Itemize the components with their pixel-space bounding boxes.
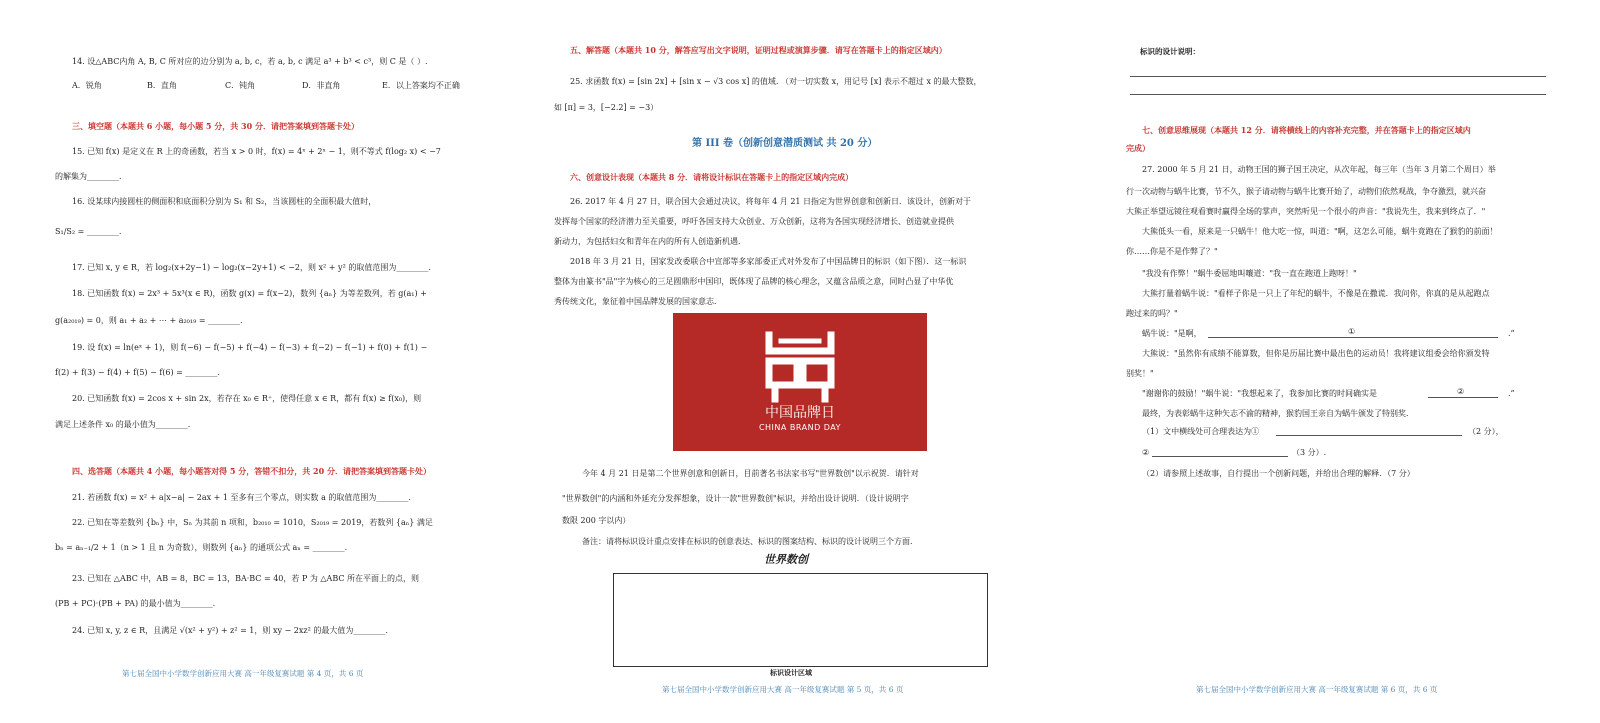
q14-option-d: D．非直角 (302, 81, 341, 90)
q26-note: 备注：请将标识设计重点安排在标识的创意表达、标识的图案结构、标识的设计说明三个方面． (582, 537, 918, 546)
logo-title: 中国品牌日 (765, 405, 835, 421)
blank-2-end: .” (1508, 389, 1515, 398)
blank-2-marker: ② (1457, 387, 1465, 396)
q27-line-7: 大熊打量着蜗牛说："看样子你是一只上了年纪的蜗牛，不像是在撒谎．我问你，你真的是从起跑点 (1142, 289, 1490, 298)
question-20: 20. 已知函数 f(x) = 2cos x + sin 2x，若存在 x₀ ∈ R⁺，使得任意 x ∈ R，都有 f(x) ≥ f(x₀)，则 (72, 394, 422, 403)
design-note-line-1[interactable] (1130, 76, 1546, 77)
q26-para1-line3: 新动力，为包括妇女和青年在内的所有人创造新机遇． (554, 237, 746, 246)
q26-para3-line2: "世界数创"的内涵和外延充分发挥想象，设计一款"世界数创"标识，并给出设计说明．（设计说明字 (562, 494, 909, 503)
exam-page-4 (0, 0, 533, 723)
answer-2-line[interactable] (1152, 456, 1288, 457)
q26-para1-line2: 发挥每个国家的经济潜力至关重要，呼吁各国支持大众创业、万众创新，这将为各国实现经济增长、创造就业提供 (554, 217, 954, 226)
question-20-cont: 满足上述条件 x₀ 的最小值为________. (55, 420, 191, 429)
section-3-header: 三、填空题（本题共 6 小题，每小题 5 分，共 30 分．请把答案填到答题卡处） (72, 121, 359, 131)
q27-line-2: 行一次动物与蜗牛比赛，节不久，猴子请动物与蜗牛比赛开始了，动物们依然观战，争夺激烈，就兴奋 (1126, 187, 1486, 196)
q27-line-4: 大熊低头一看，原来是一只蜗牛！他大吃一惊，叫道："啊，这怎么可能，蜗牛竟跑在了猴豹的前面！ (1142, 227, 1498, 236)
question-18-cont: g(a₂₀₁₉) = 0，则 a₁ + a₂ + ⋯ + a₂₀₁₉ = ________. (55, 316, 243, 325)
q27-sub1b: ② (1142, 448, 1150, 457)
question-19: 19. 设 f(x) = ln(eˣ + 1)，则 f(−6) − f(−5) + f(−4) − f(−3) + f(−2) − f(−1) + f(0) + f(1) − (72, 343, 428, 352)
logo-design-area[interactable] (613, 573, 988, 667)
design-area-label: 标识设计区域 (770, 668, 812, 677)
blank-1-line[interactable] (1208, 337, 1498, 338)
section-4-header: 四、选答题（本题共 4 小题，每小题答对得 5 分，答错不扣分，共 20 分．请把答案填到答题卡处） (72, 466, 431, 476)
q14-option-c: C．钝角 (225, 81, 256, 90)
question-24: 24. 已知 x, y, z ∈ R，且满足 √(x² + y²) + z² = 1，则 xy − 2xz² 的最大值为________. (72, 626, 388, 635)
q27-sub2: （2）请参照上述故事，自行提出一个创新问题，并给出合理的解释．（7 分） (1142, 469, 1415, 478)
question-15: 15. 已知 f(x) 是定义在 R 上的奇函数，若当 x > 0 时，f(x) = 4ˣ + 2ˣ − 1，则不等式 f(log₂ x) < −7 (72, 147, 441, 156)
q27-line-6: "我没有作弊！"蜗牛委屈地叫嚷道："我一直在跑道上跑呀！" (1142, 269, 1357, 278)
section-7-header: 七、创意思维展现（本题共 12 分．请将横线上的内容补充完整，并在答题卡上的指定区域内 (1142, 125, 1471, 135)
logo-subtitle: CHINA BRAND DAY (758, 423, 842, 432)
blank-2-line[interactable] (1428, 397, 1498, 398)
question-17: 17. 已知 x, y ∈ R，若 log₂(x+2y−1) − log₂(x−2y+1) < −2，则 x² + y² 的取值范围为________. (72, 263, 431, 272)
q27-line-8: 跑过来的吗？" (1126, 309, 1178, 318)
blank-1-end: .” (1508, 329, 1515, 338)
q14-option-e: E．以上答案均不正确 (382, 81, 460, 90)
blank-1-marker: ① (1348, 327, 1356, 336)
page-6-footer: 第七届全国中小学数学创新应用大赛 高一年级复赛试题 第 6 页，共 6 页 (1196, 685, 1438, 694)
question-15-cont: 的解集为________. (55, 172, 122, 181)
question-19-cont: f(2) + f(3) − f(4) + f(5) − f(6) = ________. (55, 368, 220, 377)
question-23: 23. 已知在 △ABC 中，AB = 8，BC = 13，BA·BC = 40，若 P 为 △ABC 所在平面上的点，则 (72, 574, 420, 583)
q27-line-9: 蜗牛说："是啊， (1142, 329, 1202, 338)
section-6-header: 六、创意设计表现（本题共 8 分．请将设计标识在答题卡上的指定区域内完成） (570, 172, 854, 182)
question-16-cont: S₁/S₂ = ________. (55, 227, 122, 236)
question-21: 21. 若函数 f(x) = x² + a|x−a| − 2ax + 1 至多有三个零点，则实数 a 的取值范围为________. (72, 493, 411, 502)
q27-sub1b-score: （3 分）. (1292, 448, 1327, 457)
section-5-header: 五、解答题（本题共 10 分，解答应写出文字说明，证明过程或演算步骤．请写在答题卡上的指定区域内） (570, 45, 947, 55)
q14-option-b: B．直角 (147, 81, 177, 90)
question-18: 18. 已知函数 f(x) = 2x³ + 5x³(x ∈ R)，函数 g(x) = f(x−2)，数列 {aₙ} 为等差数列，若 g(a₁) + (72, 289, 427, 298)
q26-para2-line1: 2018 年 3 月 21 日，国家发改委联合中宣部等多家部委正式对外发布了中国品牌日的标识（如下图）．这一标识 (570, 257, 967, 266)
q26-para3-line1: 今年 4 月 21 日是第二个世界创意和创新日，目前著名书法家书写"世界数创"以示祝贺．请针对 (582, 469, 919, 478)
q26-para2-line3: 秀传统文化，象征着中国品牌发展的国家意志． (554, 297, 722, 306)
part-3-title: 第 III 卷（创新创意潜质测试 共 20 分） (692, 138, 878, 149)
q27-line-13: 最终，为表彰蜗牛这种矢志不渝的精神，猴豹国王亲自为蜗牛颁发了特别奖． (1142, 409, 1414, 418)
q27-line-5: 你……你是不是作弊了？" (1126, 247, 1218, 256)
page-5-footer: 第七届全国中小学数学创新应用大赛 高一年级复赛试题 第 5 页，共 6 页 (662, 685, 904, 694)
question-25-cont: 如 [π] = 3，[−2.2] = −3） (554, 103, 659, 112)
answer-1-line[interactable] (1276, 435, 1462, 436)
q26-para2-line2: 整体为由篆书"品"字为核心的三足圆鼎形中国印，既体现了品牌的核心理念，又蕴含品质之意，同时凸显了中华优 (554, 277, 954, 286)
q27-line-11: 别奖！" (1126, 369, 1154, 378)
exam-page-6 (1066, 0, 1600, 723)
q27-line-12: "谢谢你的鼓励！"蜗牛说："我想起来了，我参加比赛的时间确实是 (1142, 389, 1378, 398)
q27-line-3: 大熊正举望远镜往观看赛时赢得全场的掌声，突然听见一个很小的声音："我说先生，我来到终点了．" (1126, 207, 1486, 216)
q14-option-a: A．锐角 (72, 81, 102, 90)
question-22-cont: bₙ = aₙ₋₁/2 + 1（n > 1 且 n 为奇数），则数列 {aₙ} 的通项公式 aₙ = ________. (55, 543, 348, 552)
question-25: 25. 求函数 f(x) = [sin 2x] + [sin x − √3 cos x] 的值域. （对一切实数 x，用记号 [x] 表示不超过 x 的最大整数， (570, 77, 982, 86)
question-16: 16. 设某球内接圆柱的侧面积和底面积分别为 S₁ 和 S₂，当该圆柱的全面积最大值时， (72, 197, 377, 206)
china-brand-day-logo (673, 313, 927, 451)
q27-line-10: 大熊说："虽然你有成绩不能算数，但你是历届比赛中最出色的运动员！我将建议组委会给你颁发特 (1142, 349, 1490, 358)
q27-line-1: 27. 2000 年 5 月 21 日，动物王国的狮子国王决定，从次年起，每三年（当年 3 月第二个周日）举 (1142, 165, 1496, 174)
design-note-line-2[interactable] (1130, 94, 1546, 95)
section-7-header-cont: 完成） (1126, 143, 1150, 153)
q27-sub1-score: （2 分）， (1468, 427, 1504, 436)
question-23-cont: (PB + PC)·(PB + PA) 的最小值为________. (55, 599, 216, 608)
question-14: 14. 设△ABC内角 A, B, C 所对应的边分别为 a, b, c，若 a, b, c 满足 a³ + b³ < c³，则 C 是（ ）. (72, 57, 428, 66)
q26-para1-line1: 26. 2017 年 4 月 27 日，联合国大会通过决议，将每年 4 月 21 日指定为世界创意和创新日．该设计，创新对于 (570, 197, 972, 206)
q26-para3-line3: 数限 200 字以内） (562, 516, 631, 525)
q27-sub1: （1）文中横线处可合理表达为① (1142, 427, 1260, 436)
calligraphy-title: 世界数创 (764, 553, 808, 566)
page-4-footer: 第七届全国中小学数学创新应用大赛 高一年级复赛试题 第 4 页，共 6 页 (122, 669, 364, 678)
question-22: 22. 已知在等差数列 {bₙ} 中，Sₙ 为其前 n 项和，b₂₀₁₀ = 1010，S₂₀₁₉ = 2019，若数列 {aₙ} 满足 (72, 518, 433, 527)
design-note-label: 标识的设计说明： (1140, 47, 1200, 56)
